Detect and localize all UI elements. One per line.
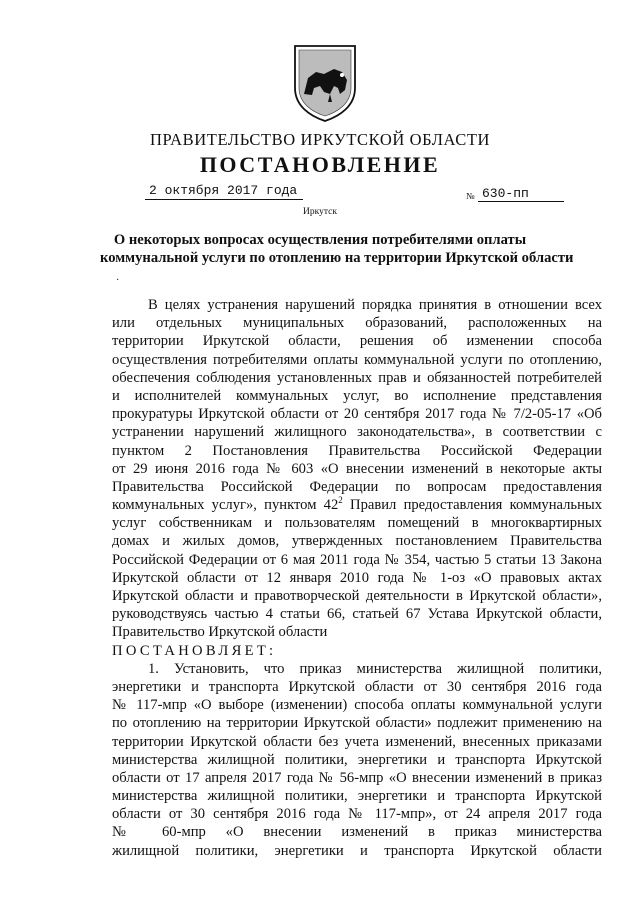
body-line bbox=[112, 496, 602, 514]
title-line: О некоторых вопросах осуществления потребителями оплаты bbox=[113, 232, 527, 248]
body-line: от 29 июня 2016 года № 603 «О внесении изменений в некоторые акты bbox=[112, 460, 602, 477]
document-body bbox=[112, 296, 602, 860]
body-line: устранении нарушений жилищного законодательства», в соответствии с bbox=[112, 424, 602, 441]
body-line: обеспечения соблюдения установленных прав и обязанностей потребителей bbox=[112, 369, 602, 386]
body-line: или отдельных муниципальных образований, расположенных на bbox=[112, 315, 602, 332]
body-line: № 60-мпр «О внесении изменений в приказ министерства bbox=[112, 824, 602, 841]
body-line: 1. Установить, что приказ министерства жилищной политики, bbox=[148, 660, 602, 677]
body-line-tail: Правил предоставления коммунальных bbox=[342, 497, 602, 514]
body-line: Правительства Российской Федерации по вопросам предоставления bbox=[112, 478, 602, 495]
document-type: ПОСТАНОВЛЕНИЕ bbox=[199, 152, 441, 177]
body-line: услуг собственникам и пользователям помещений в многоквартирных bbox=[112, 515, 602, 532]
document-date: 2 октября 2017 года bbox=[145, 183, 303, 200]
body-line: В целях устранения нарушений порядка принятия в отношении всех bbox=[148, 297, 602, 313]
body-line: области от 17 апреля 2017 года № 56-мпр «О внесении изменений в приказ bbox=[112, 769, 602, 786]
body-line: домах и жилых домов, утвержденных постановлением Правительства bbox=[112, 533, 602, 550]
body-line: № 117-мпр «О выборе (изменении) способа оплаты коммунальной услуги bbox=[112, 697, 602, 714]
superscript: 2 bbox=[338, 495, 343, 506]
body-line: министерства жилищной политики, энергетики и транспорта Иркутской bbox=[112, 788, 602, 805]
coat-of-arms-emblem bbox=[290, 42, 360, 122]
body-line: Российской Федерации от 6 мая 2011 года № 354, частью 5 статьи 13 Закона bbox=[112, 551, 602, 568]
body-line: области от 30 сентября 2016 года № 117-мпр», от 24 апреля 2017 года bbox=[112, 806, 602, 823]
document-number: 630-пп bbox=[478, 187, 564, 202]
body-line-text: коммунальных услуг», пунктом 42 bbox=[112, 497, 339, 514]
body-line: прокуратуры Иркутской области от 20 сентября 2017 года № 7/2-05-17 «Об bbox=[112, 406, 602, 423]
body-line: Иркутской области от 12 января 2010 года № 1-оз «О правовых актах bbox=[112, 569, 602, 586]
decree-word: ПОСТАНОВЛЯЕТ: bbox=[112, 642, 277, 659]
number-label: № bbox=[466, 191, 475, 201]
body-line: энергетики и транспорта Иркутской области от 30 сентября 2016 года bbox=[112, 678, 602, 695]
stray-mark: · bbox=[116, 275, 120, 286]
body-line: территории Иркутской области, решения об изменении способа bbox=[112, 333, 602, 350]
government-name: ПРАВИТЕЛЬСТВО ИРКУТСКОЙ ОБЛАСТИ bbox=[149, 130, 491, 149]
body-line: и исполнителей коммунальных услуг, во исполнение представления bbox=[112, 387, 602, 404]
body-line: руководствуясь частью 4 статьи 66, статьей 67 Устава Иркутской области, bbox=[112, 606, 602, 623]
city-name: Иркутск bbox=[303, 207, 337, 217]
body-line: министерства жилищной политики, энергетики и транспорта Иркутской bbox=[112, 751, 602, 768]
body-line: по отоплению на территории Иркутской области» подлежит применению на bbox=[112, 715, 602, 732]
body-line: Иркутской области и правотворческой деятельности в Иркутской области», bbox=[112, 588, 602, 604]
body-line: жилищной политики, энергетики и транспорта Иркутской области bbox=[112, 842, 602, 859]
document-title bbox=[100, 231, 574, 267]
body-line: Правительство Иркутской области bbox=[112, 624, 328, 641]
body-line: осуществления потребителями оплаты коммунальной услуги по отоплению, bbox=[112, 351, 602, 368]
body-line: территории Иркутской области без учета изменений, внесенных приказами bbox=[112, 733, 602, 750]
body-line: пунктом 2 Постановления Правительства Российской Федерации bbox=[112, 442, 602, 459]
title-line: коммунальной услуги по отоплению на территории Иркутской области bbox=[100, 250, 574, 266]
